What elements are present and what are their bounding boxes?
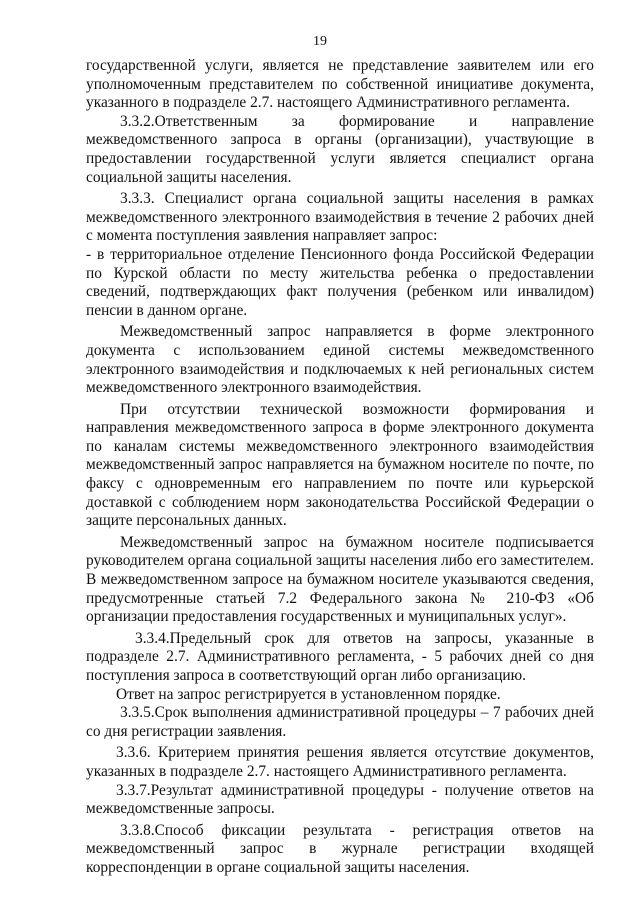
paragraph-3-3-7: 3.3.7.Результат административной процедуры - получение ответов на межведомственные запросы. <box>86 781 594 818</box>
paragraph-3-3-4: 3.3.4.Предельный срок для ответов на запросы, указанные в подразделе 2.7. Административного регламента, - 5 рабочих дней со дня поступления запроса в соответствующий орган либо организацию. <box>86 629 594 684</box>
paragraph-3-3-8: 3.3.8.Способ фиксации результата - регистрация ответов на межведомственный запрос в журнале регистрации входящей корреспонденции в органе социальной защиты населения. <box>86 821 594 876</box>
paragraph-3-3-2: 3.3.2.Ответственным за формирование и направление межведомственного запроса в органы (организации), участвующие в предоставлении государственной услуги является специалист органа социальной защиты населения. <box>86 112 594 186</box>
page-body <box>86 57 594 878</box>
paragraph-pension-fund-request: - в территориальное отделение Пенсионного фонда Российской Федерации по Курской области по месту жительства ребенка о предоставлении сведений, подтверждающих факт получения (ребенком или инвалидом) пенсии в данном органе. <box>86 245 594 319</box>
paragraph-response-registration: Ответ на запрос регистрируется в установленном порядке. <box>116 685 501 703</box>
paragraph-electronic-request: Межведомственный запрос направляется в форме электронного документа с использованием единой системы межведомственного электронного взаимодействия и подключаемых к ней региональных систем межведомственного электронного взаимодействия. <box>86 323 594 397</box>
paragraph-paper-request-signature: Межведомственный запрос на бумажном носителе подписывается руководителем органа социальной защиты населения либо его заместителем. В межведомственном запросе на бумажном носителе указываются сведения, предусмотренные статьей 7.2 Федерального закона № 210-ФЗ «Об организации предоставления государственных и муниципальных услуг». <box>86 533 594 626</box>
paragraph-3-3-5: 3.3.5.Срок выполнения административной процедуры – 7 рабочих дней со дня регистрации заявления. <box>86 704 594 740</box>
page-number: 19 <box>313 34 327 49</box>
paragraph-continuation: государственной услуги, является не представление заявителем или его уполномоченным представителем по собственной инициативе документа, указанного в подразделе 2.7. настоящего Административного регламента. <box>86 57 594 112</box>
paragraph-3-3-6: 3.3.6. Критерием принятия решения является отсутствие документов, указанных в подразделе 2.7. настоящего Административного регламента. <box>86 744 594 780</box>
paragraph-paper-request: При отсутствии технической возможности формирования и направления межведомственного запроса в форме электронного документа по каналам системы межведомственного электронного взаимодействия межведомственный запрос направляется на бумажном носителе по почте, по факсу с одновременным его направлением по почте или курьерской доставкой с соблюдением норм законодательства Российской Федерации о защите персональных данных. <box>86 400 594 530</box>
paragraph-3-3-3: 3.3.3. Специалист органа социальной защиты населения в рамках межведомственного электронного взаимодействия в течение 2 рабочих дней с момента поступления заявления направляет запрос: <box>86 190 594 245</box>
